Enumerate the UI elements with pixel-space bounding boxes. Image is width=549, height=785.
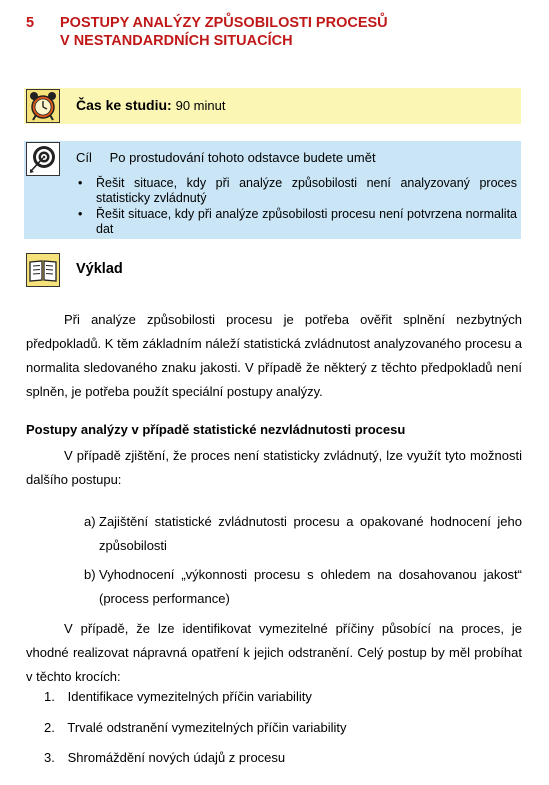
goal-intro: Po prostudování tohoto odstavce budete umět [109,150,376,165]
goal-heading [76,150,376,165]
goal-item: • Řešit situace, kdy při analýze způsobilosti procesu není potvrzena normalita dat [76,207,517,236]
option-item [84,510,522,558]
study-time-label: Čas ke studiu: [76,97,172,113]
step-text: Trvalé odstranění vymezitelných příčin variability [67,720,347,735]
option-label: b) [84,567,96,582]
explanation-heading: Výklad [76,261,123,277]
paragraph-steps-intro: V případě, že lze identifikovat vymezitelné příčiny působící na proces, je vhodné realizovat nápravná opatření k jejich odstranění. Celý postup by měl probíhat v těchto krocích: [26,621,522,684]
paragraph-options-intro: V případě zjištění, že proces není statisticky zvládnutý, lze využít tyto možnosti dalšího postupu: [26,448,522,487]
study-time [76,97,225,113]
chapter-title-line2: V NESTANDARDNÍCH SITUACÍCH [60,33,293,49]
step-item [44,750,285,765]
step-number: 3. [44,750,55,765]
step-text: Shromáždění nových údajů z procesu [67,750,286,765]
step-item [44,720,347,735]
step-number: 2. [44,720,55,735]
chapter-number: 5 [26,15,35,31]
target-icon [26,142,60,176]
option-item [84,563,522,611]
paragraph-intro: Při analýze způsobilosti procesu je potřeba ověřit splnění nezbytných předpokladů. K těm základním náleží statistická zvládnutost analyzovaného procesu a normalita sledovaného znaku jakosti. V případě že některý z těchto předpokladů není splněn, je potřeba použít speciální postupy analýzy. [26,312,522,399]
open-book-icon [26,253,60,287]
study-time-value: 90 minut [175,98,226,113]
option-text: Zajištění statistické zvládnutosti procesu a opakované hodnocení jeho způsobilosti [99,514,522,553]
goal-list [76,176,517,238]
goal-item: • Řešit situace, kdy při analýze způsobilosti není analyzovaný proces statisticky zvládnutý [76,176,517,205]
option-label: a) [84,514,96,529]
goal-label: Cíl [76,150,92,165]
chapter-title-line1: POSTUPY ANALÝZY ZPŮSOBILOSTI PROCESŮ [60,15,388,31]
alarm-clock-icon [26,89,60,123]
step-number: 1. [44,689,55,704]
section-title: Postupy analýzy v případě statistické nezvládnutosti procesu [26,422,406,437]
option-text: Vyhodnocení „výkonnosti procesu s ohledem na dosahovanou jakost“ (process performance) [99,567,522,606]
step-item [44,689,312,704]
step-text: Identifikace vymezitelných příčin variability [67,689,312,704]
